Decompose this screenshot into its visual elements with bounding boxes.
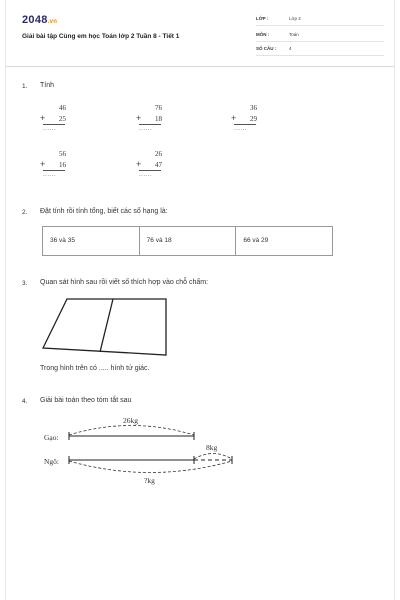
- addend-top: 46: [59, 104, 66, 112]
- calc-item: [136, 150, 166, 194]
- logo-main: 2048: [22, 14, 48, 26]
- addend-top: 76: [155, 104, 162, 112]
- q1-text: Tính: [40, 82, 55, 89]
- sum-line: [43, 124, 65, 125]
- calc-item: [231, 104, 261, 148]
- addends-table: [42, 226, 333, 256]
- extra-brace: [194, 454, 232, 460]
- addend-top: 56: [59, 150, 66, 158]
- addend-bottom: 47: [155, 161, 162, 169]
- table-cell: 36 và 35: [43, 227, 140, 255]
- meta-subject-row: [256, 30, 384, 42]
- plus-sign: +: [136, 113, 142, 123]
- addend-bottom: 29: [250, 115, 257, 123]
- meta-class-row: [256, 14, 384, 26]
- q3-text: Quan sát hình sau rồi viết số thích hợp vào chỗ chấm:: [40, 279, 209, 286]
- label-gao: Gạo:: [44, 433, 59, 442]
- answer-dots: ......: [139, 126, 153, 132]
- figure-outline: [43, 299, 166, 355]
- sum-line: [139, 170, 161, 171]
- plus-sign: +: [136, 159, 142, 169]
- addend-bottom: 16: [59, 161, 66, 169]
- bottom-amount-label: ?kg: [144, 476, 155, 485]
- table-cell: 76 và 18: [140, 227, 237, 255]
- addend-top: 36: [250, 104, 257, 112]
- q2-number: 2.: [22, 209, 28, 216]
- meta-subject-value: Toán: [289, 32, 299, 37]
- calc-item: [40, 104, 70, 148]
- calc-item: [136, 104, 166, 148]
- meta-class-value: Lớp 2: [289, 16, 301, 21]
- answer-dots: ......: [234, 126, 248, 132]
- calc-item: [40, 150, 70, 194]
- label-ngo: Ngô:: [44, 457, 59, 466]
- extra-amount-label: 8kg: [206, 443, 218, 452]
- q3-number: 3.: [22, 280, 28, 287]
- q2-text: Đặt tính rồi tính tổng, biết các số hạng là:: [40, 208, 168, 215]
- plus-sign: +: [231, 113, 237, 123]
- addend-top: 26: [155, 150, 162, 158]
- plus-sign: +: [40, 159, 46, 169]
- addend-bottom: 18: [155, 115, 162, 123]
- worksheet-page: [5, 0, 395, 600]
- meta-count-key: SỐ CÂU :: [256, 46, 277, 51]
- q4-text: Giải bài toán theo tóm tắt sau: [40, 397, 132, 404]
- answer-dots: ......: [43, 172, 57, 178]
- meta-count-row: [256, 44, 384, 56]
- meta-subject-key: MÔN :: [256, 32, 270, 37]
- sum-line: [234, 124, 256, 125]
- document-title: Giải bài tập Cùng em học Toán lớp 2 Tuần 8 - Tiết 1: [22, 33, 180, 40]
- logo-suffix: .vn: [47, 19, 58, 25]
- q4-number: 4.: [22, 398, 28, 405]
- top-amount-label: 26kg: [123, 416, 138, 425]
- q1-number: 1.: [22, 83, 28, 90]
- figure-divider: [100, 299, 113, 352]
- header-divider: [6, 66, 394, 67]
- q3-answer-line: Trong hình trên có ..... hình tứ giác.: [40, 365, 150, 372]
- plus-sign: +: [40, 113, 46, 123]
- addend-bottom: 25: [59, 115, 66, 123]
- meta-class-key: LỚP :: [256, 16, 269, 21]
- quadrilateral-figure: [42, 298, 172, 358]
- site-logo[interactable]: [22, 14, 57, 26]
- sum-line: [139, 124, 161, 125]
- worksheet-header: [6, 0, 394, 64]
- gao-brace: [69, 426, 194, 436]
- sum-line: [43, 170, 65, 171]
- meta-count-value: 4: [289, 46, 292, 51]
- summary-diagram: [36, 410, 246, 488]
- table-cell: 66 và 29: [243, 237, 269, 244]
- answer-dots: ......: [139, 172, 153, 178]
- answer-dots: ......: [43, 126, 57, 132]
- ngo-total-brace: [69, 461, 232, 473]
